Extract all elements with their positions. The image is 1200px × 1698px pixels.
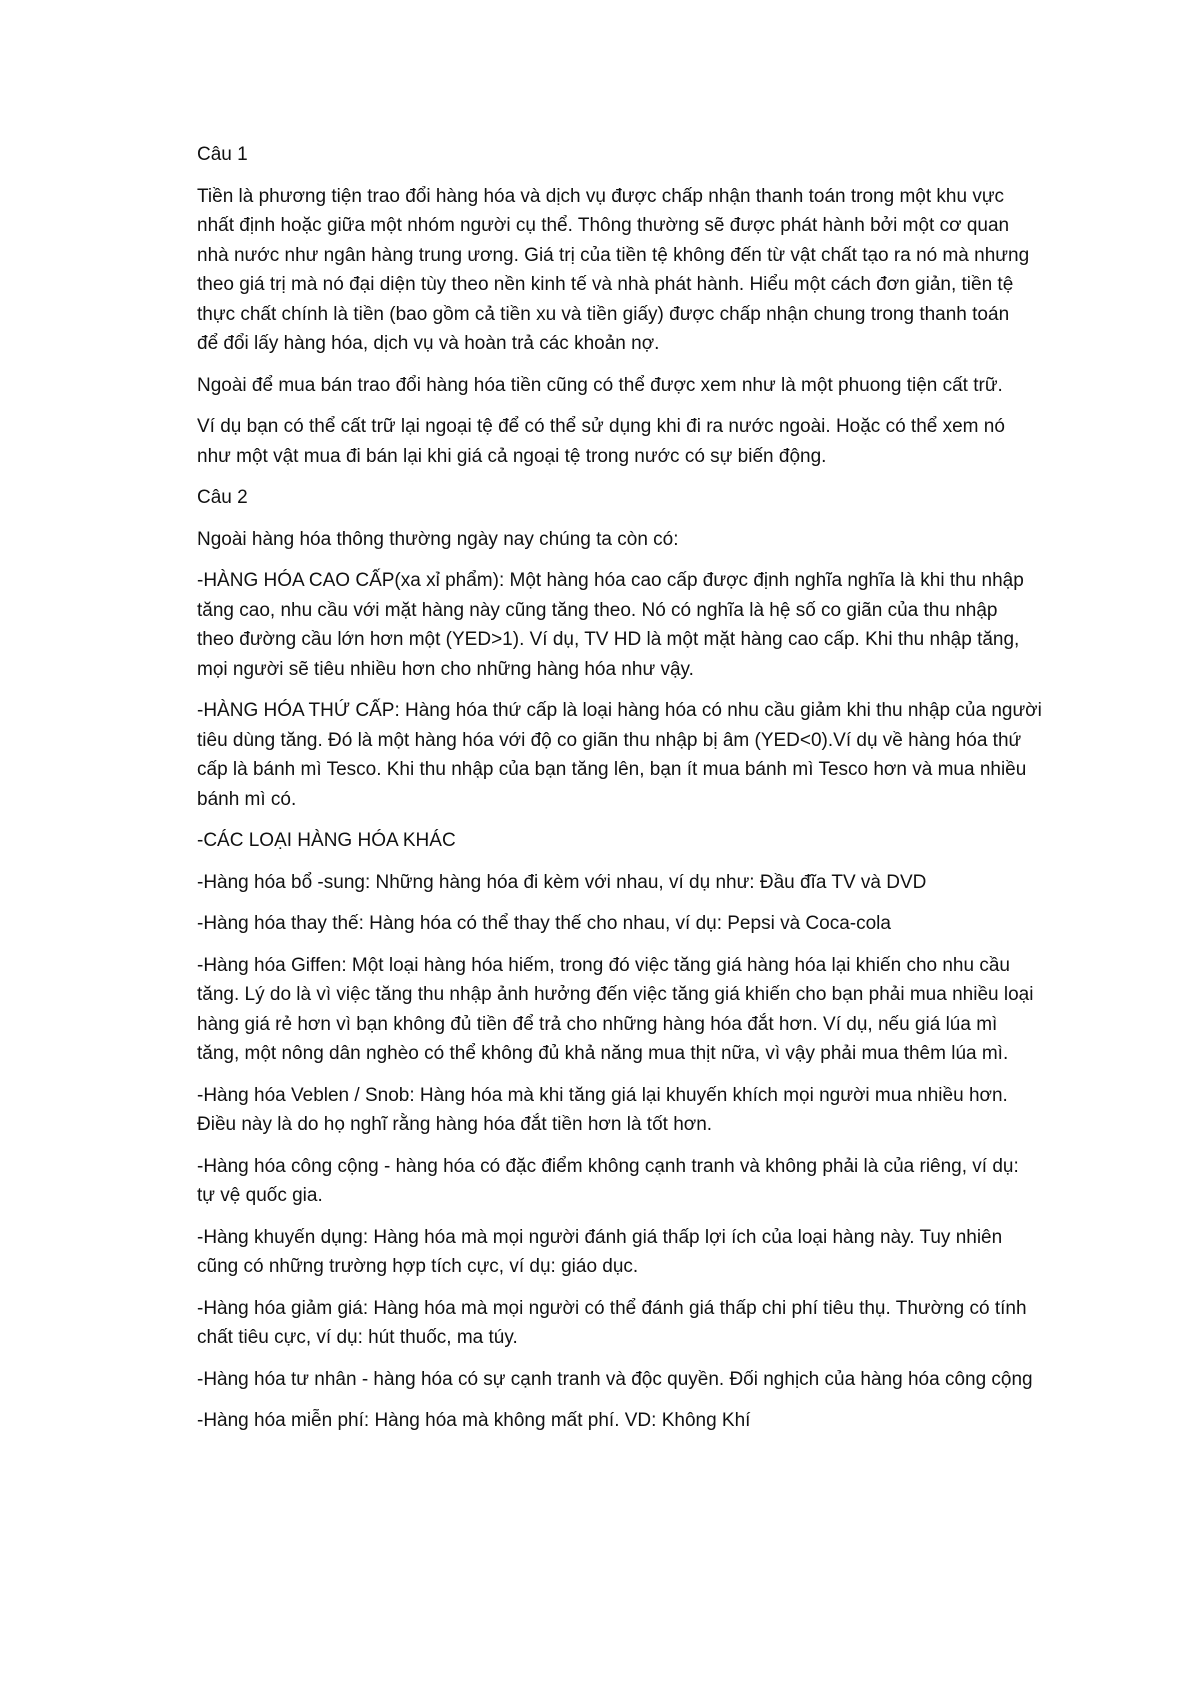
text-line: để đổi lấy hàng hóa, dịch vụ và hoàn trả các khoản nợ. — [197, 333, 660, 354]
text-line: -Hàng hóa Giffen: Một loại hàng hóa hiếm, trong đó việc tăng giá hàng hóa lại khiến cho nhu cầu — [197, 954, 1010, 976]
text-line: cấp là bánh mì Tesco. Khi thu nhập của bạn tăng lên, bạn ít mua bánh mì Tesco hơn và mua nhiều — [197, 759, 1027, 780]
text-line: Tiền là phương tiện trao đổi hàng hóa và dịch vụ được chấp nhận thanh toán trong một khu vực — [197, 185, 1005, 207]
text-line: như một vật mua đi bán lại khi giá cả ngoại tệ trong nước có sự biến động. — [197, 445, 827, 467]
text-line: tăng, một nông dân nghèo có thể không đủ khả năng mua thịt nữa, vì vậy phải mua thêm lúa mì. — [197, 1043, 1009, 1064]
text-line: theo đường cầu lớn hơn một (YED>1). Ví dụ, TV HD là một mặt hàng cao cấp. Khi thu nhập tăng, — [197, 629, 1020, 650]
text-line: chất tiêu cực, ví dụ: hút thuốc, ma túy. — [197, 1327, 518, 1348]
text-line: -Hàng khuyến dụng: Hàng hóa mà mọi người đánh giá thấp lợi ích của loại hàng này. Tuy nhiên — [197, 1226, 1003, 1248]
text-line: -Hàng hóa công cộng - hàng hóa có đặc điểm không cạnh tranh và không phải là của riêng, ví dụ: — [197, 1155, 1019, 1177]
private-goods-paragraph: -Hàng hóa tư nhân - hàng hóa có sự cạnh tranh và độc quyền. Đối nghịch của hàng hóa công cộng — [197, 1368, 1033, 1390]
text-line: nhà nước như ngân hàng trung ương. Giá trị của tiền tệ không đến từ vật chất tạo ra nó mà nhưng — [197, 244, 1030, 266]
free-goods-paragraph: -Hàng hóa miễn phí: Hàng hóa mà không mất phí. VD: Không Khí — [197, 1410, 751, 1431]
money-storage-paragraph: Ngoài để mua bán trao đổi hàng hóa tiền cũng có thể được xem như là một phuong tiện cất trữ. — [197, 374, 1003, 396]
demerit-goods-paragraph — [197, 1294, 1097, 1353]
text-line: bánh mì có. — [197, 788, 297, 810]
text-line: hàng giá rẻ hơn vì bạn không đủ tiền để trả cho những hàng hóa đắt hơn. Ví dụ, nếu giá lúa mì — [197, 1013, 998, 1035]
veblen-goods-paragraph — [197, 1081, 1097, 1140]
text-line: -Hàng hóa Veblen / Snob: Hàng hóa mà khi tăng giá lại khuyến khích mọi người mua nhiều hơn. — [197, 1084, 1008, 1106]
money-definition-paragraph — [197, 182, 1097, 359]
text-line: tự vệ quốc gia. — [197, 1185, 323, 1206]
money-example-paragraph — [197, 412, 1097, 471]
text-line: -HÀNG HÓA CAO CẤP(xa xỉ phẩm): Một hàng hóa cao cấp được định nghĩa nghĩa là khi thu nhập — [197, 570, 1024, 591]
question-1-heading: Câu 1 — [197, 144, 248, 165]
merit-goods-paragraph — [197, 1223, 1097, 1282]
question-2-heading: Câu 2 — [197, 487, 248, 508]
text-line: cũng có những trường hợp tích cực, ví dụ: giáo dục. — [197, 1256, 639, 1277]
text-line: -HÀNG HÓA THỨ CẤP: Hàng hóa thứ cấp là loại hàng hóa có nhu cầu giảm khi thu nhập của người — [197, 700, 1042, 721]
text-line: nhất định hoặc giữa một nhóm người cụ thể. Thông thường sẽ được phát hành bởi một cơ quan — [197, 215, 1010, 236]
complementary-goods-paragraph: -Hàng hóa bổ -sung: Những hàng hóa đi kèm với nhau, ví dụ như: Đầu đĩa TV và DVD — [197, 871, 927, 893]
text-line: Điều này là do họ nghĩ rằng hàng hóa đắt tiền hơn là tốt hơn. — [197, 1114, 713, 1135]
text-line: -Hàng hóa giảm giá: Hàng hóa mà mọi người có thể đánh giá thấp chi phí tiêu thụ. Thường có tính — [197, 1297, 1027, 1319]
text-line: Ví dụ bạn có thể cất trữ lại ngoại tệ để có thể sử dụng khi đi ra nước ngoài. Hoặc có thể xem nó — [197, 416, 1005, 437]
inferior-goods-paragraph — [197, 696, 1097, 814]
text-line: thực chất chính là tiền (bao gồm cả tiền xu và tiền giấy) được chấp nhận chung trong thanh toán — [197, 303, 1010, 325]
text-line: mọi người sẽ tiêu nhiều hơn cho những hàng hóa như vậy. — [197, 658, 694, 680]
other-goods-heading: -CÁC LOẠI HÀNG HÓA KHÁC — [197, 830, 456, 851]
document-page — [197, 140, 1097, 1448]
text-line: theo giá trị mà nó đại diện tùy theo nền kinh tế và nhà phát hành. Hiểu một cách đơn giản, tiền tệ — [197, 274, 1014, 295]
text-line: tăng. Lý do là vì việc tăng thu nhập ảnh hưởng đến việc tăng giá khiến cho bạn phải mua nhiều loại — [197, 984, 1034, 1005]
goods-intro-paragraph: Ngoài hàng hóa thông thường ngày nay chúng ta còn có: — [197, 528, 679, 550]
public-goods-paragraph — [197, 1152, 1097, 1211]
luxury-goods-paragraph — [197, 566, 1097, 684]
text-line: tăng cao, nhu cầu với mặt hàng này cũng tăng theo. Nó có nghĩa là hệ số co giãn của thu nhập — [197, 599, 998, 621]
text-line: tiêu dùng tăng. Đó là một hàng hóa với độ co giãn thu nhập bị âm (YED<0).Ví dụ về hàng hóa thứ — [197, 729, 1022, 751]
giffen-goods-paragraph — [197, 951, 1097, 1069]
substitute-goods-paragraph: -Hàng hóa thay thế: Hàng hóa có thể thay thế cho nhau, ví dụ: Pepsi và Coca-cola — [197, 913, 891, 934]
